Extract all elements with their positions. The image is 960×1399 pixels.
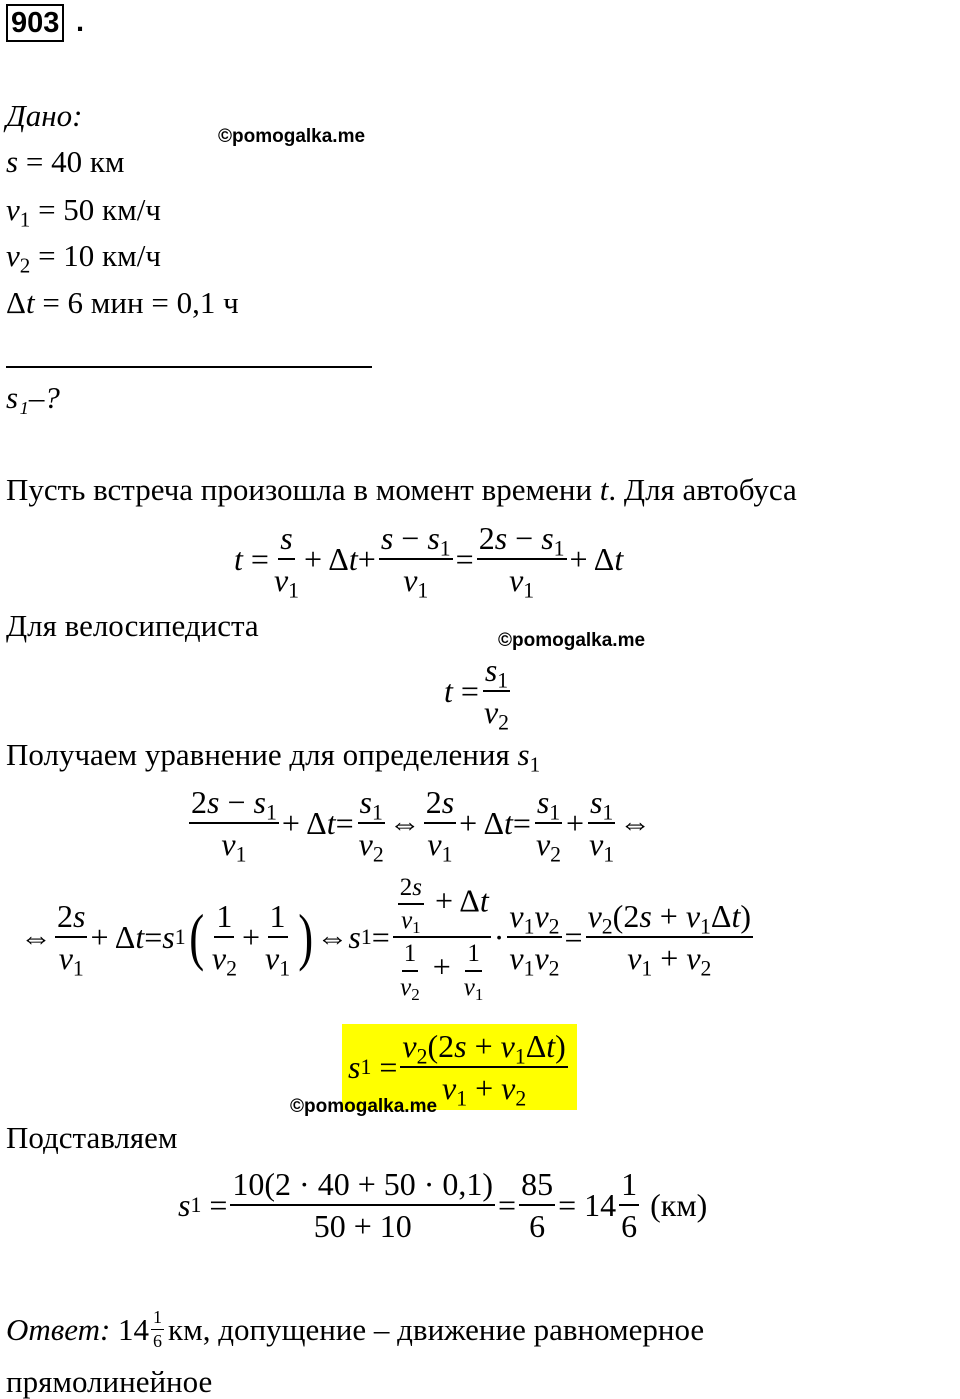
calc-numerator: 10(2 · 40 + 50 · 0,1) [230,1164,495,1206]
calculation: s 1 = $\frac{10(2 \cdot 40 + 50 \cdot 0,1)}{50 + 10}$ = $\frac{85}{6}$ = 14 $\frac{1}{6}$ (км) [178,1166,708,1244]
given-speed-cyclist-value: 10 км/ч [63,238,161,273]
given-speed-cyclist: $v_2 = 10$ км/ч [6,238,161,278]
equation-equivalence-2: ⇔ $\frac{2s}{v_1}$ + Δ t = s 1 ( $\frac{1}{v_2}$ + $\frac{1}{v_1}$ ) ⇔ s 1 = $\frac{2s}{v_1}$ + Δt $\frac{1}{v_2}$ + $\frac{1}{v_1}$ · $\frac{v_1v_2}{v_1v_2}$ = $\frac{v_2(2s + v_1\Delta t)}{v_1 + v_2}$ [20,874,752,1004]
answer-line [6,1306,704,1352]
given-label: Дано: [6,98,83,133]
cyclist-text: Для велосипедиста [6,608,259,643]
result-numerator: 85 [519,1164,555,1206]
calc-denominator: 50 + 10 [313,1208,412,1244]
given-divider [6,366,372,368]
problem-number-dot: . [76,6,85,38]
problem-number: 903 [6,4,64,42]
answer-text-2: прямолинейное [6,1364,213,1399]
mixed-whole: 14 [584,1186,617,1223]
watermark-3: ©pomogalka.me [290,1096,438,1117]
intro-text-tail: . Для автобуса [608,472,797,507]
answer-text: км, допущение – движение равномерное [168,1311,705,1347]
answer-fraction-num: 1 [151,1306,164,1330]
final-formula: s 1 = $\frac{v_2(2s + v_1\Delta t)}{v_1 + v_2}$ [342,1024,577,1110]
equation-equivalence-1: $\frac{2s - s_1}{v_1}$ + Δ t = $\frac{s_1}{v_2}$ ⇔ $\frac{2s}{v_1}$ + Δ t = $\frac{s_1}{v_2}$ + $\frac{s_1}{v_1}$ ⇔ [191,784,652,867]
watermark-2: ©pomogalka.me [498,630,646,651]
given-delay: Δt = 6 мин = 0,1 ч [6,285,239,320]
substitute-text: Подставляем [6,1120,178,1155]
given-distance-value: 40 км [51,144,125,179]
find-quantity: s₁–? [6,380,60,415]
answer-whole: 14 [118,1311,150,1347]
equation-for-label: Получаем уравнение для определения [6,737,510,772]
watermark: ©pomogalka.me [218,126,366,147]
given-speed-bus: $v_1 = 50$ км/ч [6,192,161,232]
result-unit: (км) [650,1186,708,1223]
result-denominator: 6 [529,1208,546,1244]
mixed-denominator: 6 [621,1208,638,1244]
equation-for-text: Получаем уравнение для определения $s_1$ [6,737,541,777]
given-delay-value: 6 мин = 0,1 ч [67,285,239,320]
mixed-numerator: 1 [619,1164,639,1206]
intro-text: Пусть встреча произошла в момент времени t. Для автобуса [6,472,797,507]
given-speed-bus-value: 50 км/ч [63,192,161,227]
equation-cyclist-time: t = $\frac{s_1}{v_2}$ [444,652,510,735]
answer-fraction-den: 6 [153,1330,163,1351]
answer-label: Ответ: [6,1311,111,1347]
given-distance: s = 40 км [6,144,125,179]
intro-text-main: Пусть встреча произошла в момент времени [6,472,593,507]
equation-bus-time: t = $\frac{s}{v_1}$ + Δ t + $\frac{s - s_1}{v_1}$ = $\frac{2s - s_1}{v_1}$ + Δ t [234,520,624,603]
